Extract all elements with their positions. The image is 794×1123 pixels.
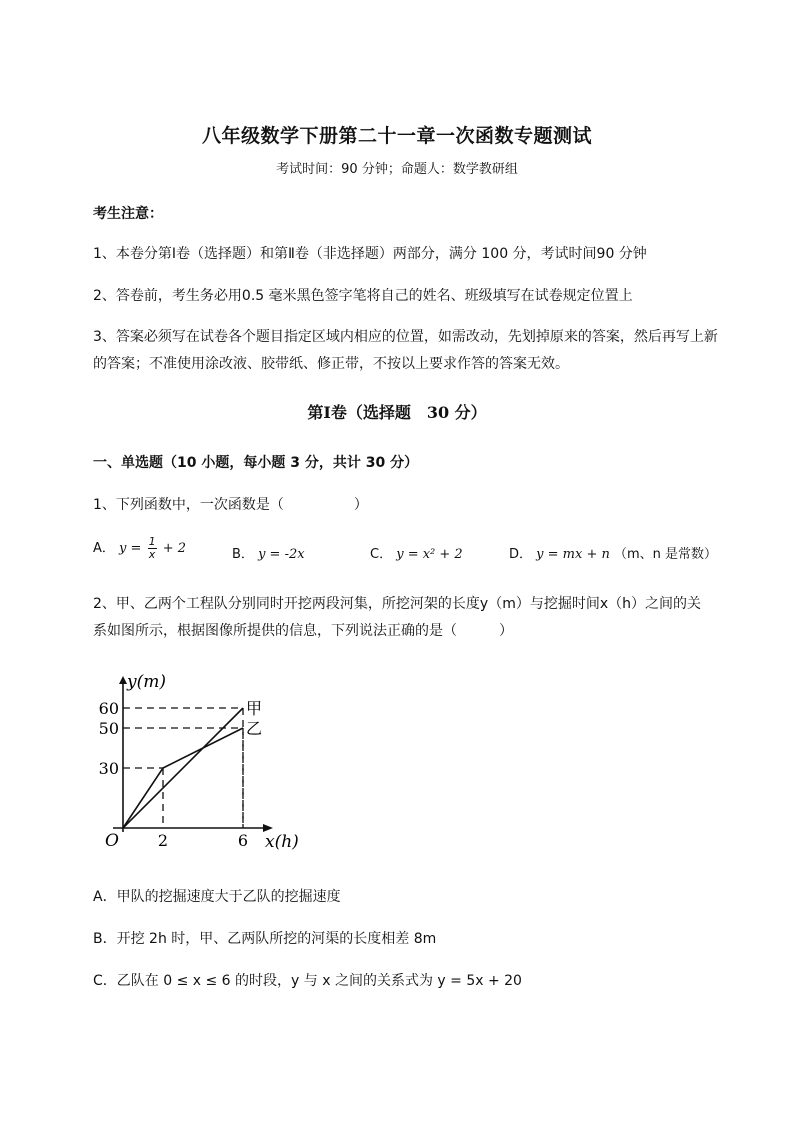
series-label-1: 乙 [246, 719, 263, 738]
question-2-chart [85, 655, 300, 860]
question-1-option-d [509, 543, 717, 562]
notice-item-2: 2、答卷前，考生务必用0.5 毫米黑色签字笔将自己的姓名、班级填写在试卷规定位置上 [93, 288, 633, 304]
option-a-numerator: 1 [148, 535, 156, 548]
question-2-option-c: C．乙队在 0 ≤ x ≤ 6 的时段，y 与 x 之间的关系式为 y = 5x + 20 [93, 973, 522, 989]
y-axis-arrow [119, 676, 127, 684]
question-2-stem-line-1: 2、甲、乙两个工程队分别同时开挖两段河集，所挖河架的长度y（m）与挖掘时间x（h）之间的关 [93, 596, 701, 612]
origin-label: O [105, 831, 119, 851]
y-axis-label: y(m) [127, 672, 166, 692]
x-tick-label-0: 2 [157, 831, 169, 850]
option-d-label: D． [509, 547, 533, 562]
option-c-expr: y = x² + 2 [396, 547, 463, 562]
part-title: 一、单选题（10 小题，每小题 3 分，共计 30 分） [93, 455, 419, 471]
option-a-fraction [148, 536, 157, 561]
notice-item-1: 1、本卷分第Ⅰ卷（选择题）和第Ⅱ卷（非选择题）两部分，满分 100 分，考试时间90 分钟 [93, 246, 647, 262]
notice-item-3: 3、答案必须写在试卷各个题目指定区域内相应的位置，如需改动，先划掉原来的答案，然后再写上新 [93, 329, 718, 345]
page-title: 八年级数学下册第二十一章一次函数专题测试 [201, 125, 592, 147]
series-line-1 [123, 728, 243, 828]
y-tick-label-2: 60 [98, 699, 119, 718]
question-2-stem-line-2: 系如图所示，根据图像所提供的信息，下列说法正确的是（ ） [93, 623, 513, 639]
option-a-lhs: y = [119, 541, 142, 556]
question-1-stem: 1、下列函数中，一次函数是（ ） [93, 497, 368, 513]
question-1-option-a [93, 536, 186, 561]
option-b-expr: y = -2x [258, 547, 305, 562]
option-c-label: C． [370, 547, 393, 562]
x-axis-label: x(h) [265, 832, 299, 852]
exam-info: 考试时间：90 分钟；命题人：数学教研组 [276, 162, 518, 177]
question-2-option-b: B．开挖 2h 时，甲、乙两队所挖的河渠的长度相差 8m [93, 931, 437, 947]
x-axis-arrow [263, 824, 273, 832]
x-tick-label-1: 6 [237, 831, 249, 850]
series-label-0: 甲 [246, 699, 263, 718]
option-a-denominator: x [148, 548, 156, 561]
y-tick-label-1: 50 [98, 719, 119, 738]
question-2-option-a: A．甲队的挖掘速度大于乙队的挖掘速度 [93, 889, 341, 905]
option-a-rhs: + 2 [162, 541, 186, 556]
section-title: 第Ⅰ卷（选择题 30 分） [307, 403, 487, 422]
notice-item-3-cont: 的答案；不准使用涂改液、胶带纸、修正带，不按以上要求作答的答案无效。 [93, 356, 569, 372]
y-tick-label-0: 30 [98, 759, 119, 778]
question-1-option-b [232, 543, 305, 562]
question-1-option-c [370, 543, 463, 562]
notice-heading: 考生注意： [93, 206, 163, 222]
option-d-expr: y = mx + n [536, 547, 610, 562]
option-a-label: A． [93, 541, 115, 556]
chart-layer [99, 672, 299, 852]
option-b-label: B． [232, 547, 254, 562]
option-d-note: （m、n 是常数） [614, 547, 718, 562]
